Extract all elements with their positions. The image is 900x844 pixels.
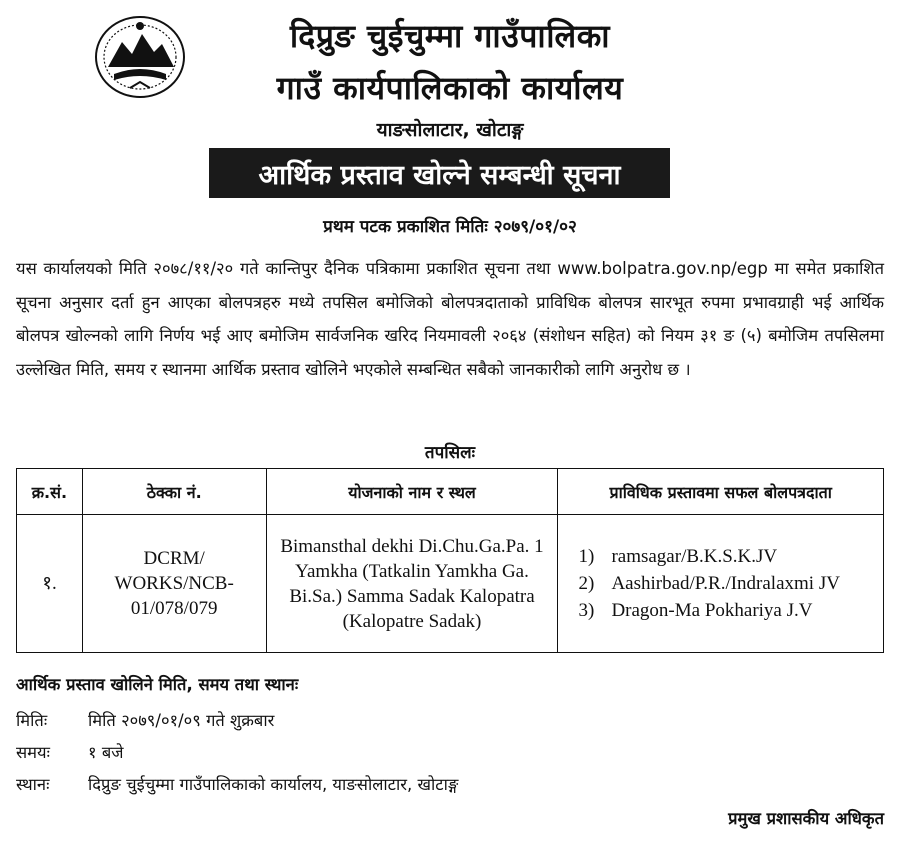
schedule-place-row — [16, 772, 458, 795]
bidder-list — [558, 543, 883, 624]
cell-sn: १. — [17, 515, 83, 653]
schedule-date-row — [16, 708, 274, 731]
schedule-time-row — [16, 740, 124, 763]
tapasil-label: तपसिलः — [424, 443, 476, 463]
cell-bidders — [558, 515, 884, 653]
org-name: दिप्रुङ चुईचुम्मा गाउँपालिका — [289, 17, 611, 55]
bidder-name: Dragon-Ma Pokhariya J.V — [611, 600, 813, 621]
date-label: मितिः — [16, 711, 48, 730]
header-bidders: प्राविधिक प्रस्तावमा सफल बोलपत्रदाता — [558, 469, 884, 515]
cell-project — [266, 515, 558, 653]
bidder-number: 3) — [578, 600, 595, 621]
time-label: समयः — [16, 743, 50, 762]
publish-date: प्रथम पटक प्रकाशित मितिः २०७९/०१/०२ — [323, 217, 577, 237]
list-item — [578, 543, 883, 570]
bidder-number: 2) — [578, 573, 595, 594]
date-value: मिति २०७९/०१/०९ गते शुक्रबार — [88, 711, 275, 730]
office-address: याङसोलाटार, खोटाङ्ग — [376, 119, 524, 141]
signatory-title: प्रमुख प्रशासकीय अधिकृत — [728, 809, 884, 828]
list-item — [578, 570, 883, 597]
cell-contract-no — [82, 515, 266, 653]
header-sn: क्र.सं. — [17, 469, 83, 515]
table-header-row — [17, 469, 884, 515]
contract-no-text: DCRM/ WORKS/NCB- 01/078/079 — [114, 548, 234, 619]
schedule-heading: आर्थिक प्रस्ताव खोलिने मिति, समय तथा स्थानः — [16, 675, 299, 694]
notice-paragraph: यस कार्यालयको मिति २०७८/११/२० गते कान्तिपुर दैनिक पत्रिकामा प्रकाशित सूचना तथा www.bolpatra.gov.np/egp मा समेत प्रकाशित सूचना अनुसार दर्ता हुन आएका बोलपत्रहरु मध्ये तपसिल बमोजिको बोलपत्रदाताको प्राविधिक बोलपत्र सारभूत रुपमा प्रभावग्राही भई आर्थिक बोलपत्र खोल्नको लागि निर्णय भई आए बमोजिम सार्वजनिक खरिद नियमावली २०६४ (संशोधन सहित) को नियम ३१ ङ (५) बमोजिम तपसिलमा उल्लेखित मिति, समय र स्थानमा आर्थिक प्रस्ताव खोलिने भएकोले सम्बन्धित सबैको जानकारीको लागि अनुरोध छ । — [16, 259, 884, 379]
place-value: दिप्रुङ चुईचुम्मा गाउँपालिकाको कार्यालय, याङसोलाटार, खोटाङ्ग — [88, 775, 459, 794]
place-label: स्थानः — [16, 775, 50, 794]
table-row — [17, 515, 884, 653]
office-name: गाउँ कार्यपालिकाको कार्यालय — [276, 69, 624, 107]
bidder-name: Aashirbad/P.R./Indralaxmi JV — [611, 573, 840, 594]
bid-table — [16, 468, 884, 653]
header-project: योजनाको नाम र स्थल — [266, 469, 558, 515]
notice-title: आर्थिक प्रस्ताव खोल्ने सम्बन्धी सूचना — [209, 148, 670, 198]
project-text: Bimansthal dekhi Di.Chu.Ga.Pa. 1 Yamkha (Tatkalin Yamkha Ga. Bi.Sa.) Samma Sadak Kalopatra (Kalopatre Sadak) — [280, 535, 544, 632]
list-item — [578, 597, 883, 624]
time-value: १ बजे — [88, 743, 124, 762]
bidder-number: 1) — [578, 546, 595, 567]
bidder-name: ramsagar/B.K.S.K.JV — [611, 546, 778, 567]
header-contract-no: ठेक्का नं. — [82, 469, 266, 515]
